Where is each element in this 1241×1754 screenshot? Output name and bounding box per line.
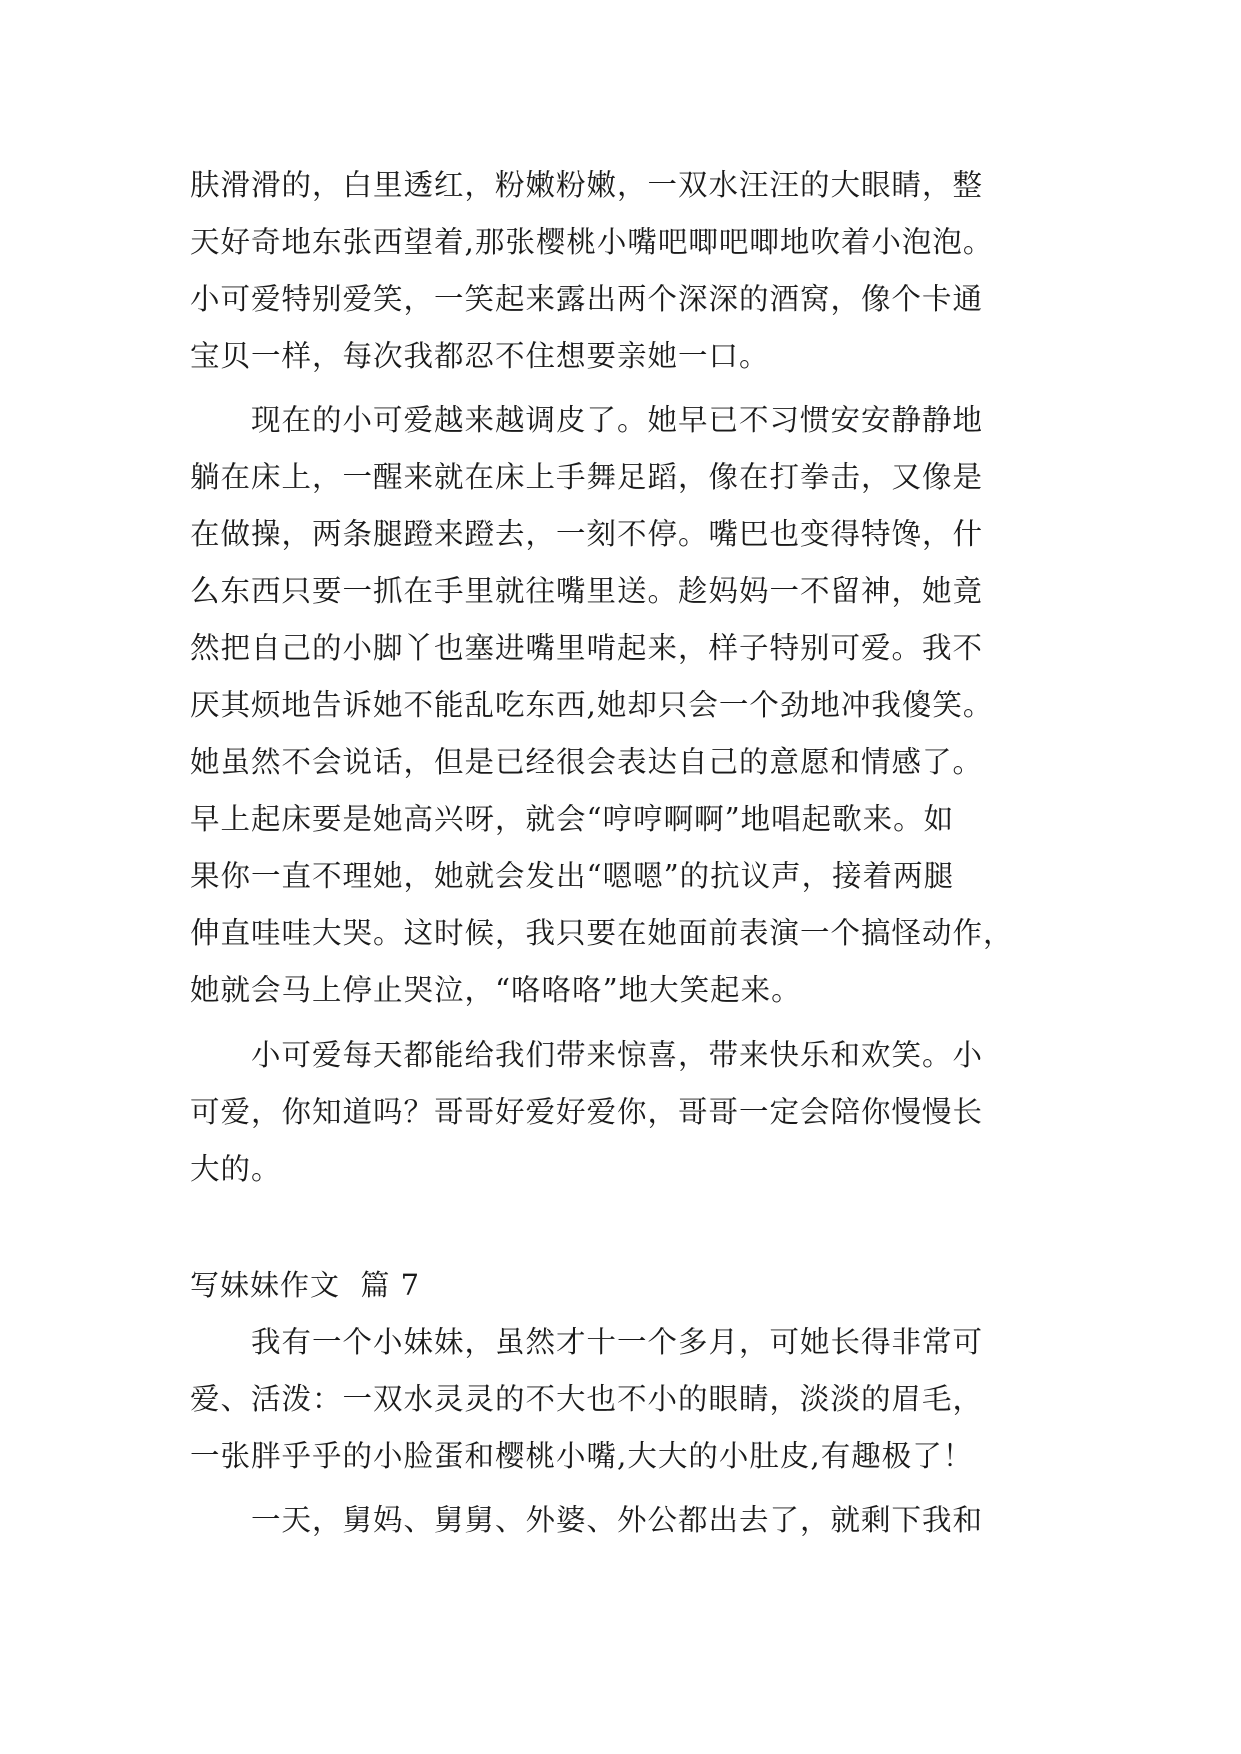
text-line: 天好奇地东张西望着,那张樱桃小嘴吧唧吧唧地吹着小泡泡。 [190,225,994,259]
paragraph-line: 现在的小可爱越来越调皮了。她早已不习惯安安静静地 [190,403,984,437]
text-line: 可爱，你知道吗？哥哥好爱好爱你，哥哥一定会陪你慢慢长 [190,1095,984,1129]
text-line: 伸直哇哇大哭。这时候，我只要在她面前表演一个搞怪动作， [190,916,1014,950]
text-line: 她虽然不会说话，但是已经很会表达自己的意愿和情感了。 [190,745,984,779]
text-line: 么东西只要一抓在手里就往嘴里送。趁妈妈一不留神，她竟 [190,574,984,608]
text-line: 小可爱特别爱笑，一笑起来露出两个深深的酒窝，像个卡通 [190,282,984,316]
text-line: 早上起床要是她高兴呀，就会“哼哼啊啊”地唱起歌来。如 [190,802,955,836]
paragraph-line: 一天，舅妈、舅舅、外婆、外公都出去了，就剩下我和 [190,1503,984,1537]
text-line: 在做操，两条腿蹬来蹬去，一刻不停。嘴巴也变得特馋，什 [190,517,984,551]
text-line: 然把自己的小脚丫也塞进嘴里啃起来，样子特别可爱。我不 [190,631,984,665]
paragraph-line: 小可爱每天都能给我们带来惊喜，带来快乐和欢笑。小 [190,1038,984,1072]
text-line: 她就会马上停止哭泣，“咯咯咯”地大笑起来。 [190,973,802,1007]
text-line: 肤滑滑的，白里透红，粉嫩粉嫩，一双水汪汪的大眼睛，整 [190,168,984,202]
paragraph-line: 我有一个小妹妹，虽然才十一个多月，可她长得非常可 [190,1325,984,1359]
text-line: 爱、活泼：一双水灵灵的不大也不小的眼睛，淡淡的眉毛， [190,1382,984,1416]
text-line: 宝贝一样，每次我都忍不住想要亲她一口。 [190,339,770,373]
text-line: 果你一直不理她，她就会发出“嗯嗯”的抗议声，接着两腿 [190,859,955,893]
section-heading: 写妹妹作文 篇 7 [190,1268,421,1302]
text-line: 一张胖乎乎的小脸蛋和樱桃小嘴,大大的小肚皮,有趣极了！ [190,1439,974,1473]
text-line: 躺在床上，一醒来就在床上手舞足蹈，像在打拳击，又像是 [190,460,984,494]
text-line: 大的。 [190,1152,282,1186]
text-line: 厌其烦地告诉她不能乱吃东西,她却只会一个劲地冲我傻笑。 [190,688,994,722]
